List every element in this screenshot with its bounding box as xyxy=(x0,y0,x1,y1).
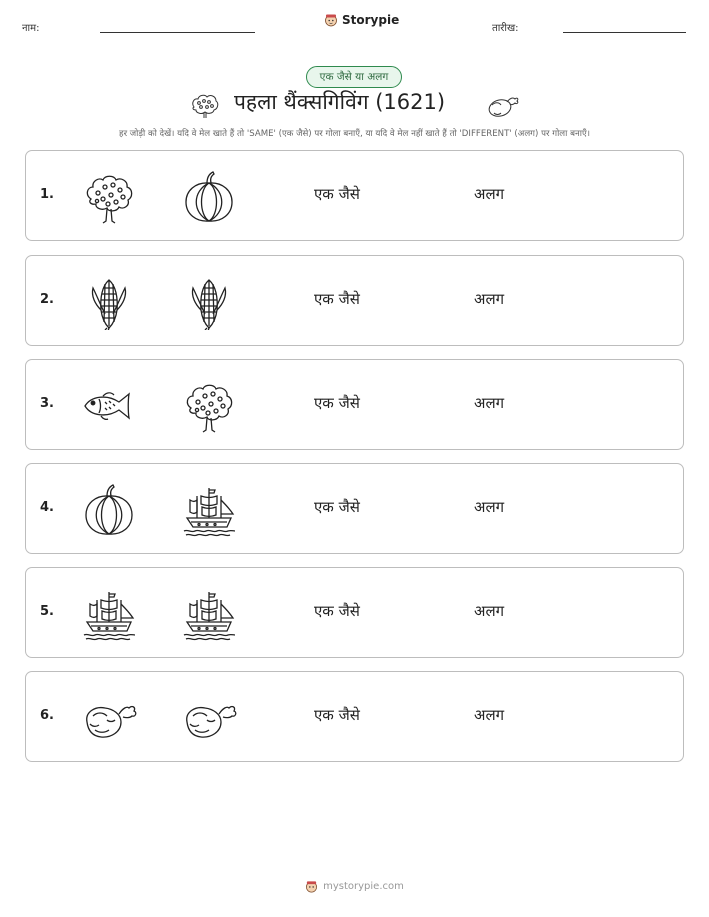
same-option[interactable]: एक जैसे xyxy=(314,706,360,724)
pair-row xyxy=(25,150,684,241)
name-field-line[interactable] xyxy=(100,32,255,33)
footer-website[interactable]: mystorypie.com xyxy=(323,881,404,892)
date-label: तारीख: xyxy=(492,23,519,34)
pumpkin-icon xyxy=(81,482,137,538)
row-number: 5. xyxy=(40,604,54,619)
pair-row xyxy=(25,255,684,346)
different-option[interactable]: अलग xyxy=(474,185,505,203)
row-number: 6. xyxy=(40,708,54,723)
tree-icon xyxy=(190,93,220,119)
turkey-icon xyxy=(181,690,237,746)
same-option[interactable]: एक जैसे xyxy=(314,185,360,203)
same-option[interactable]: एक जैसे xyxy=(314,394,360,412)
date-field-line[interactable] xyxy=(563,32,686,33)
name-label: नाम: xyxy=(22,23,40,34)
footer xyxy=(0,880,709,893)
different-option[interactable]: अलग xyxy=(474,498,505,516)
row-number: 2. xyxy=(40,292,54,307)
page-title: पहला थैंक्सगिविंग (1621) xyxy=(234,90,446,114)
same-option[interactable]: एक जैसे xyxy=(314,602,360,620)
corn-icon xyxy=(81,274,137,330)
different-option[interactable]: अलग xyxy=(474,290,505,308)
different-option[interactable]: अलग xyxy=(474,602,505,620)
different-option[interactable]: अलग xyxy=(474,394,505,412)
pumpkin-icon xyxy=(181,169,237,225)
worksheet-type-badge: एक जैसे या अलग xyxy=(306,66,402,88)
row-number: 1. xyxy=(40,187,54,202)
tree-icon xyxy=(81,169,137,225)
ship-icon xyxy=(181,482,237,538)
different-option[interactable]: अलग xyxy=(474,706,505,724)
pair-row xyxy=(25,359,684,450)
same-option[interactable]: एक जैसे xyxy=(314,498,360,516)
brand-logo xyxy=(324,13,399,27)
storypie-mascot-icon xyxy=(305,880,318,893)
pair-row xyxy=(25,463,684,554)
corn-icon xyxy=(181,274,237,330)
pair-row xyxy=(25,567,684,658)
turkey-icon xyxy=(486,93,520,119)
brand-name: Storypie xyxy=(342,13,400,27)
pair-row xyxy=(25,671,684,762)
ship-icon xyxy=(181,586,237,642)
storypie-mascot-icon xyxy=(324,13,338,27)
row-number: 3. xyxy=(40,396,54,411)
fish-icon xyxy=(81,378,137,434)
same-option[interactable]: एक जैसे xyxy=(314,290,360,308)
instructions-text: हर जोड़ी को देखें। यदि वे मेल खाते हैं तो 'SAME' (एक जैसे) पर गोला बनाएँ, या यदि वे मेल नहीं खाते हैं तो 'DIFFERENT' (अलग) पर गोला बनाएँ। xyxy=(119,129,590,139)
row-number: 4. xyxy=(40,500,54,515)
tree-icon xyxy=(181,378,237,434)
ship-icon xyxy=(81,586,137,642)
turkey-icon xyxy=(81,690,137,746)
